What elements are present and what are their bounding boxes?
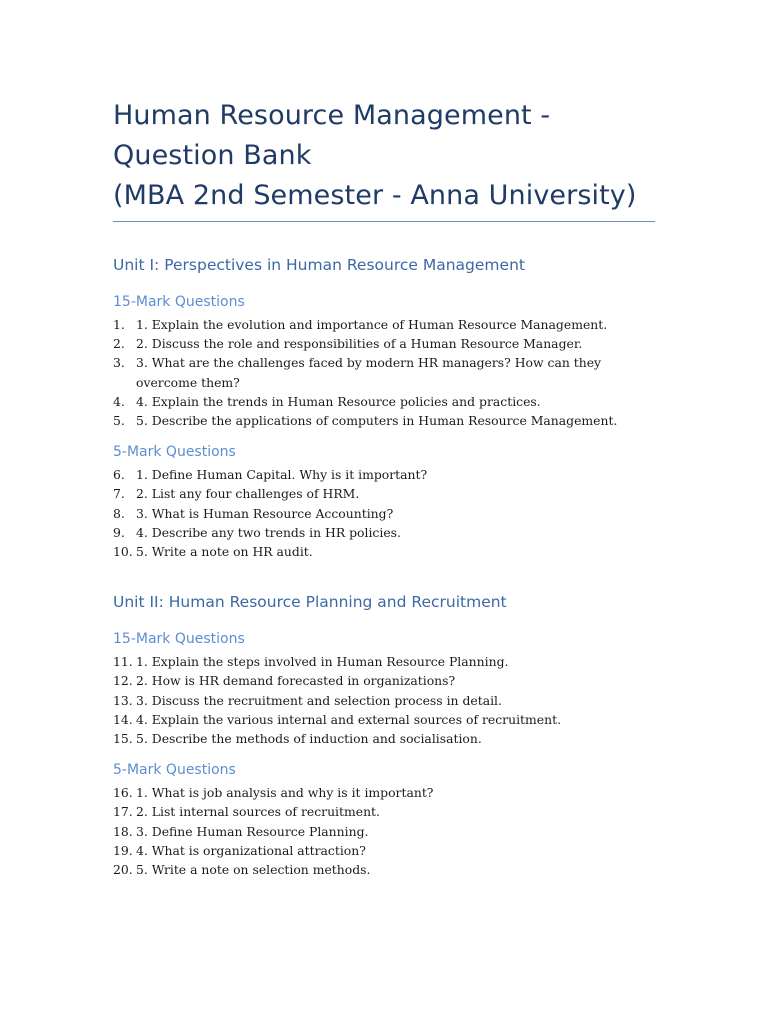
question-text: 5. Write a note on selection methods. xyxy=(136,862,371,878)
title-underline xyxy=(113,221,655,222)
question-text: 1. What is job analysis and why is it important? xyxy=(136,785,434,801)
question-number: 19. xyxy=(113,842,133,858)
question-text: 5. Describe the applications of computers in Human Resource Management. xyxy=(136,413,618,429)
question-text: 1. Explain the steps involved in Human Resource Planning. xyxy=(136,654,509,670)
question-text: 3. Define Human Resource Planning. xyxy=(136,823,369,839)
question-text: 1. Explain the evolution and importance of Human Resource Management. xyxy=(136,317,608,332)
question-item xyxy=(113,729,655,748)
question-number: 16. xyxy=(113,785,133,801)
question-item xyxy=(113,465,655,484)
question-item xyxy=(113,841,655,860)
unit-2-5-mark-heading: 5-Mark Questions xyxy=(113,762,236,779)
question-text: 4. What is organizational attraction? xyxy=(136,842,366,858)
question-item xyxy=(113,504,655,523)
question-number: 1. xyxy=(113,317,125,332)
unit-1-5-mark-list xyxy=(113,465,655,561)
question-number: 7. xyxy=(113,486,125,502)
document-body xyxy=(113,96,655,879)
question-text: 3. Discuss the recruitment and selection process in detail. xyxy=(136,692,502,708)
question-text: 2. How is HR demand forecasted in organizations? xyxy=(136,673,456,689)
unit-2-15-mark-heading: 15-Mark Questions xyxy=(113,631,245,648)
question-item xyxy=(113,392,655,411)
question-text: 4. Explain the trends in Human Resource policies and practices. xyxy=(136,393,541,409)
question-item xyxy=(113,484,655,503)
question-number: 18. xyxy=(113,823,133,839)
question-text: 3. What are the challenges faced by modern HR managers? How can they overcome them? xyxy=(136,355,602,390)
question-number: 11. xyxy=(113,654,133,670)
question-text: 4. Describe any two trends in HR policies. xyxy=(136,524,401,540)
question-item xyxy=(113,334,655,353)
question-item xyxy=(113,523,655,542)
question-number: 14. xyxy=(113,711,133,727)
question-number: 2. xyxy=(113,336,125,352)
question-number: 12. xyxy=(113,673,133,689)
question-item xyxy=(113,860,655,879)
question-text: 2. List any four challenges of HRM. xyxy=(136,486,360,502)
question-item xyxy=(113,542,655,561)
question-text: 2. List internal sources of recruitment. xyxy=(136,804,380,820)
unit-1-5-mark-heading: 5-Mark Questions xyxy=(113,444,236,461)
question-number: 9. xyxy=(113,524,125,540)
question-number: 6. xyxy=(113,467,125,483)
unit-2-15-mark-list xyxy=(113,652,655,748)
question-item xyxy=(113,353,655,391)
unit-1-15-mark-heading: 15-Mark Questions xyxy=(113,294,245,310)
question-text: 5. Describe the methods of induction and socialisation. xyxy=(136,731,482,747)
document-title: Human Resource Management - Question Bank (MBA 2nd Semester - Anna University) xyxy=(113,100,637,211)
question-number: 10. xyxy=(113,544,133,560)
unit-1-15-mark-list xyxy=(113,315,655,430)
question-text: 3. What is Human Resource Accounting? xyxy=(136,505,394,521)
question-item xyxy=(113,783,655,802)
question-item xyxy=(113,315,655,334)
question-item xyxy=(113,710,655,729)
question-item xyxy=(113,822,655,841)
question-text: 1. Define Human Capital. Why is it important? xyxy=(136,467,428,483)
question-number: 15. xyxy=(113,731,133,747)
question-number: 17. xyxy=(113,804,133,820)
unit-2-heading: Unit II: Human Resource Planning and Recruitment xyxy=(113,593,507,612)
question-text: 5. Write a note on HR audit. xyxy=(136,544,313,560)
unit-2-5-mark-list xyxy=(113,783,655,879)
question-number: 8. xyxy=(113,505,125,521)
question-number: 5. xyxy=(113,413,125,429)
question-number: 13. xyxy=(113,692,133,708)
question-number: 20. xyxy=(113,862,133,878)
question-item xyxy=(113,671,655,690)
question-item xyxy=(113,411,655,430)
question-text: 4. Explain the various internal and external sources of recruitment. xyxy=(136,711,562,727)
question-text: 2. Discuss the role and responsibilities of a Human Resource Manager. xyxy=(136,336,583,352)
question-number: 3. xyxy=(113,355,125,371)
question-item xyxy=(113,652,655,671)
question-item xyxy=(113,802,655,821)
question-number: 4. xyxy=(113,393,125,409)
unit-1-heading: Unit I: Perspectives in Human Resource Management xyxy=(113,256,525,274)
question-item xyxy=(113,691,655,710)
